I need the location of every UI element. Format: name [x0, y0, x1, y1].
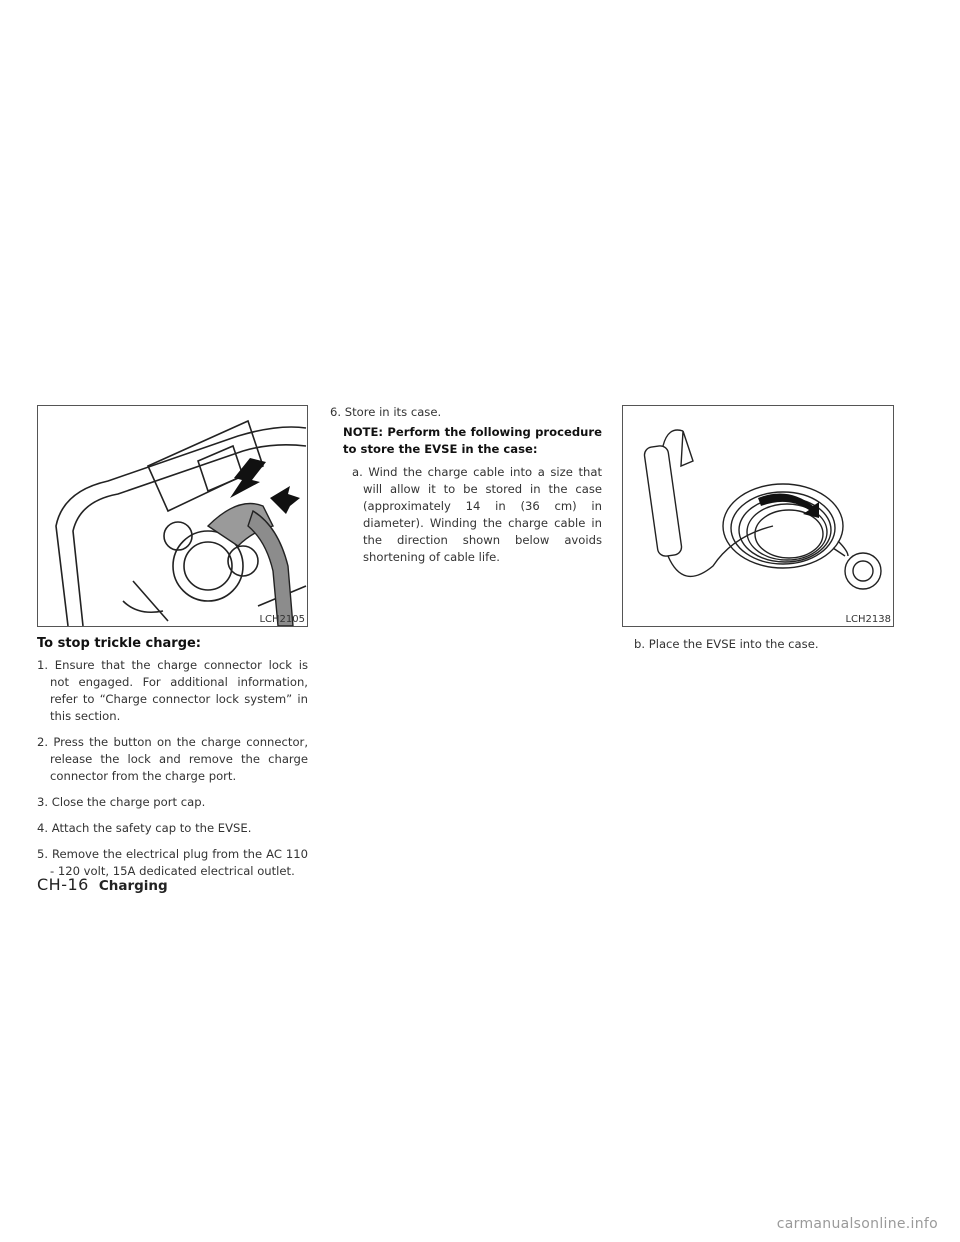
right-column-steps — [634, 636, 896, 662]
note-text: NOTE: Perform the following procedure to store the EVSE in the case: — [343, 425, 602, 456]
figure-evse-cable — [622, 405, 894, 627]
figure-code: LCH2138 — [845, 614, 891, 625]
charge-port-illustration — [38, 406, 307, 626]
step-item: 5. Remove the electrical plug from the AC 110 - 120 volt, 15A dedicated electrical outlet. — [37, 847, 308, 878]
step-item: 1. Ensure that the charge connector lock is not engaged. For additional information, refer to “Charge connector lock system” in this section. — [37, 658, 308, 723]
figure-charge-port — [37, 405, 308, 627]
sub-step-b: b. Place the EVSE into the case. — [634, 637, 819, 651]
step-item: 3. Close the charge port cap. — [37, 795, 206, 809]
section-heading: To stop trickle charge: — [37, 636, 202, 651]
figure-code: LCH2105 — [259, 614, 305, 625]
left-column-steps — [37, 657, 308, 889]
evse-cable-illustration — [623, 406, 893, 626]
sub-step-a: a. Wind the charge cable into a size that will allow it to be stored in the case (approximately 14 in (36 cm) in diameter). Winding the charge cable in the direction shown below avoids shortening of cable life. — [352, 465, 602, 564]
page-footer — [37, 875, 168, 894]
middle-column-steps — [330, 404, 602, 575]
step-item: 2. Press the button on the charge connector, release the lock and remove the charge connector from the charge port. — [37, 735, 308, 783]
step-item: 6. Store in its case. — [330, 405, 442, 419]
page-number: CH-16 — [37, 875, 89, 894]
watermark: carmanualsonline.info — [776, 1216, 938, 1232]
section-name: Charging — [98, 878, 168, 894]
step-item: 4. Attach the safety cap to the EVSE. — [37, 821, 252, 835]
